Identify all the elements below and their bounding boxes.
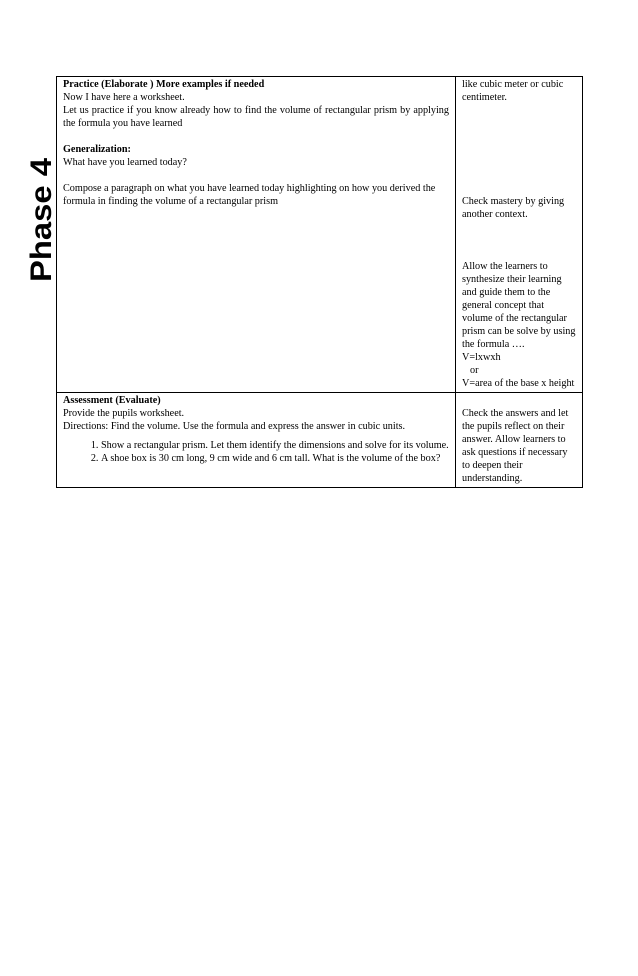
formula-lwh: V=lxwxh: [462, 352, 501, 363]
note-units: like cubic meter or cubic centimeter.: [462, 79, 564, 103]
practice-instruction: Let us practice if you know already how to find the volume of rectangular prism by applying the formula you have learned: [63, 105, 449, 129]
formula-base-height: V=area of the base x height: [462, 378, 575, 389]
list-item: 2. A shoe box is 30 cm long, 9 cm wide and 6 cm tall. What is the volume of the box?: [101, 452, 449, 465]
phase-label: [25, 158, 58, 284]
assessment-heading: Assessment (Evaluate): [63, 395, 161, 406]
table-row: [57, 393, 583, 488]
generalization-heading: Generalization:: [63, 144, 131, 155]
assessment-notes-cell: [456, 393, 583, 488]
generalization-task: Compose a paragraph on what you have learned today highlighting on how you derived the formula in finding the volume of a rectangular prism: [63, 183, 436, 207]
note-check-answers: Check the answers and let the pupils reflect on their answer. Allow learners to ask questions if necessary to deepen their understanding.: [462, 408, 569, 484]
formula-or: or: [470, 365, 479, 376]
assessment-cell: [57, 393, 456, 488]
lesson-table: [56, 76, 583, 488]
note-mastery: Check mastery by giving another context.: [462, 196, 565, 220]
assessment-list: [63, 439, 449, 465]
generalization-question: What have you learned today?: [63, 157, 187, 168]
assessment-directions: Directions: Find the volume. Use the formula and express the answer in cubic units.: [63, 421, 406, 432]
practice-line: Now I have here a worksheet.: [63, 92, 185, 103]
practice-generalization-cell: [57, 77, 456, 393]
practice-heading: Practice (Elaborate ) More examples if needed: [63, 79, 265, 90]
assessment-line: Provide the pupils worksheet.: [63, 408, 185, 419]
table-row: [57, 77, 583, 393]
note-synthesize: Allow the learners to synthesize their learning and guide them to the general concept that volume of the rectangular prism can be solve by using the formula ….: [462, 261, 576, 350]
teacher-notes-cell: [456, 77, 583, 393]
phase-label-text: Phase 4: [25, 168, 58, 282]
list-item: 1. Show a rectangular prism. Let them identify the dimensions and solve for its volume.: [101, 439, 449, 452]
